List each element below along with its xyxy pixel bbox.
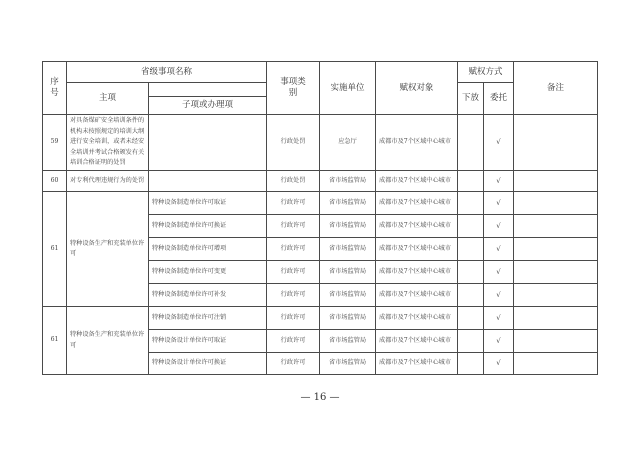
cell-category: 行政许可 [267,330,320,353]
cell-mode-down [458,215,484,238]
page-number: — 16 — [300,392,340,403]
header-sub-spacer [149,83,267,97]
header-item-name-group: 省级事项名称 [67,62,267,83]
cell-category: 行政许可 [267,215,320,238]
cell-remark [514,171,598,192]
cell-sub-item: 特种设备制造单位许可注销 [149,307,267,330]
cell-remark [514,307,598,330]
cell-unit: 应急厅 [320,115,376,171]
cell-sub-item: 特种设备设计单位许可取证 [149,330,267,353]
cell-mode-entrust: √ [484,353,514,375]
header-sub-item: 子项或办理项 [149,97,267,115]
cell-unit: 省市场监管局 [320,307,376,330]
cell-sub-item: 特种设备制造单位许可取证 [149,192,267,215]
cell-main-item: 特种设备生产和充装单位许可 [67,307,149,375]
cell-sub-item: 特种设备设计单位许可换证 [149,353,267,375]
cell-target: 成都市及7个区域中心城市 [376,261,458,284]
cell-mode-entrust: √ [484,330,514,353]
header-unit: 实施单位 [320,62,376,115]
cell-mode-down [458,115,484,171]
cell-main-item: 特种设备生产和充装单位许可 [67,192,149,307]
cell-mode-entrust: √ [484,215,514,238]
cell-remark [514,261,598,284]
cell-target: 成都市及7个区域中心城市 [376,307,458,330]
cell-mode-down [458,284,484,307]
cell-unit: 省市场监管局 [320,353,376,375]
cell-category: 行政许可 [267,284,320,307]
cell-mode-down [458,307,484,330]
cell-target: 成都市及7个区域中心城市 [376,115,458,171]
cell-mode-down [458,261,484,284]
cell-category: 行政许可 [267,261,320,284]
cell-unit: 省市场监管局 [320,171,376,192]
cell-target: 成都市及7个区域中心城市 [376,171,458,192]
cell-sub-item [149,171,267,192]
cell-remark [514,330,598,353]
cell-mode-entrust: √ [484,284,514,307]
header-mode-down: 下放 [458,83,484,115]
header-main-item: 主项 [67,83,149,115]
cell-seq: 59 [43,115,67,171]
cell-remark [514,238,598,261]
cell-main-item: 对具备煤矿安全培训条件的机构未按照规定的培训大纲进行安全培训，或者未经安全培训并考试合格颁发有关培训合格证明的处罚 [67,115,149,171]
cell-sub-item: 特种设备制造单位许可换证 [149,215,267,238]
header-category: 事项类别 [267,62,320,115]
cell-target: 成都市及7个区域中心城市 [376,353,458,375]
cell-sub-item: 特种设备制造单位许可增项 [149,238,267,261]
cell-main-item: 对专利代理违规行为的处罚 [67,171,149,192]
table-row [43,171,598,192]
cell-unit: 省市场监管局 [320,215,376,238]
cell-remark [514,284,598,307]
cell-unit: 省市场监管局 [320,284,376,307]
cell-unit: 省市场监管局 [320,330,376,353]
cell-unit: 省市场监管局 [320,238,376,261]
cell-mode-down [458,238,484,261]
header-mode-entrust: 委托 [484,83,514,115]
table-body [43,115,598,375]
cell-target: 成都市及7个区域中心城市 [376,238,458,261]
cell-sub-item: 特种设备制造单位许可补发 [149,284,267,307]
cell-seq: 61 [43,192,67,307]
cell-remark [514,353,598,375]
cell-mode-entrust: √ [484,307,514,330]
cell-category: 行政许可 [267,192,320,215]
cell-target: 成都市及7个区域中心城市 [376,284,458,307]
header-mode-group: 赋权方式 [458,62,514,83]
cell-mode-down [458,353,484,375]
cell-target: 成都市及7个区域中心城市 [376,330,458,353]
cell-category: 行政许可 [267,307,320,330]
cell-remark [514,215,598,238]
cell-category: 行政处罚 [267,115,320,171]
cell-mode-down [458,192,484,215]
cell-unit: 省市场监管局 [320,192,376,215]
header-seq: 序号 [43,62,67,115]
cell-mode-down [458,330,484,353]
cell-unit: 省市场监管局 [320,261,376,284]
table-row [43,307,598,330]
table-header [43,62,598,115]
cell-remark [514,115,598,171]
table-row [43,115,598,171]
cell-remark [514,192,598,215]
cell-sub-item: 特种设备制造单位许可变更 [149,261,267,284]
cell-mode-down [458,171,484,192]
cell-seq: 60 [43,171,67,192]
cell-mode-entrust: √ [484,192,514,215]
header-remarks: 备注 [514,62,598,115]
header-target: 赋权对象 [376,62,458,115]
cell-sub-item [149,115,267,171]
cell-seq: 61 [43,307,67,375]
cell-target: 成都市及7个区域中心城市 [376,192,458,215]
delegation-table [42,61,598,375]
cell-mode-entrust: √ [484,115,514,171]
cell-target: 成都市及7个区域中心城市 [376,215,458,238]
cell-mode-entrust: √ [484,238,514,261]
cell-mode-entrust: √ [484,171,514,192]
cell-category: 行政许可 [267,353,320,375]
cell-mode-entrust: √ [484,261,514,284]
cell-category: 行政许可 [267,238,320,261]
cell-category: 行政处罚 [267,171,320,192]
table-row [43,192,598,215]
